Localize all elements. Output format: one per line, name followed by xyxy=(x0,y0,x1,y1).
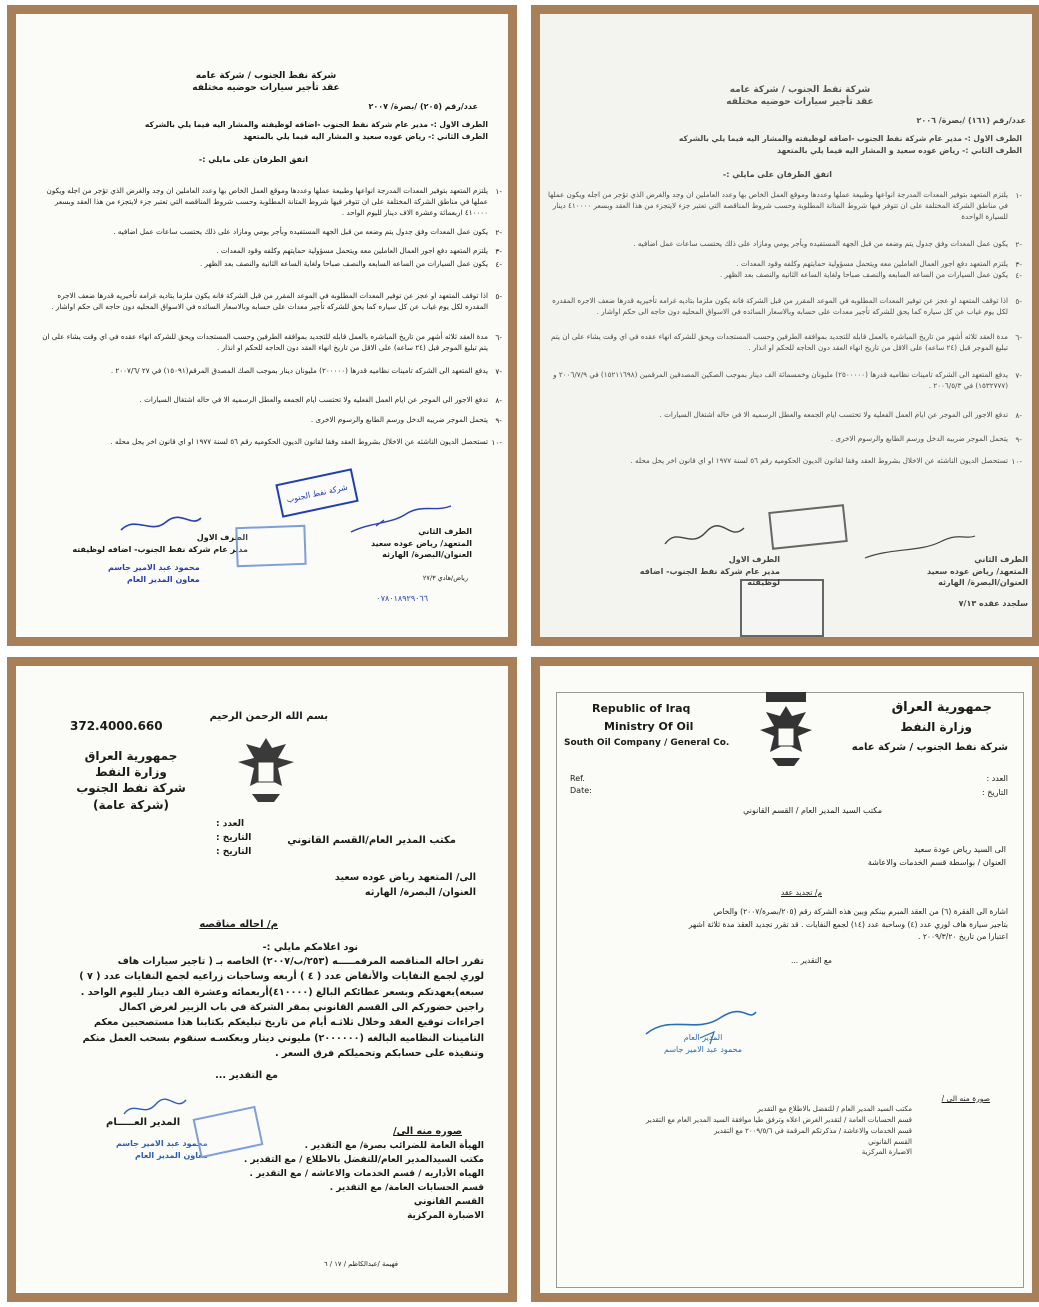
document-panel-tender-award xyxy=(7,657,517,1302)
clause: -٦ مدة العقد ثلاثه أشهر من تاريخ المباشره بالعمل قابله للتجديد بموافقه الطرفين وحسب المستجدات ويحق للشركه انهاء عقده في اي وقت يشاء على ان يتم تبليغ الموجر قبل (٢٤ ساعه) على الاقل من تاريخ انهاء العقد دون الحاجه للحكم او انذار . xyxy=(42,332,502,352)
office-line: مكتب المدير العام/القسم القانوني xyxy=(287,835,456,846)
clause: -٣ يلتزم المتعهد دفع اجور العمال العاملين معه ويتحمل مسؤولية حمايتهم وكلفه وقود المعدات . xyxy=(736,259,1022,269)
signature-ink xyxy=(120,1096,190,1120)
signature-ink xyxy=(860,534,980,564)
cc-list xyxy=(646,1104,912,1158)
cc-item: قسم الحسابات العامة / لتقدير الغرض اعلاه وترفق طيا موافقة السيد المدير العام مع التقدير xyxy=(646,1115,912,1124)
regards-line: مع التقدير ... xyxy=(215,1070,278,1081)
eagle-emblem-icon xyxy=(756,690,816,770)
cc-item: قسم الخدمات والاعاشة / مذكرتكم المرقمة في ٢٠٠٩/٥/٦ مع التقدير xyxy=(713,1126,912,1135)
ministry-en: Ministry Of Oil xyxy=(604,720,694,733)
clause: -٣ يلتزم المتعهد دفع اجور العمال العاملين معه ويتحمل مسؤولية حمايتهم وكلفه وقود المعدات . xyxy=(216,246,502,256)
clause: -٦ مدة العقد ثلاثه أشهر من تاريخ المباشره بالعمل قابله للتجديد بموافقه الطرفين وحسب المستجدات ويحق للشركه انهاء عقده في اي وقت يشاء على ان يتم تبليغ الموجر قبل (٢٤ ساعه) على الاقل من تاريخ انهاء العقد دون الحاجه للحكم او انذار . xyxy=(551,332,1022,352)
date-en-label: Date: xyxy=(570,786,592,795)
clause: -٥ اذا توقف المتعهد او عجز عن توفير المعدات المطلوبه في الموعد المقرر من قبل الشركة فانه يكون ملزما بتاديه غرامه تأخيريه قدرها ضعف الاجره المقدره لكل يوم غياب عن كل سياره كما يحق للشركه تأجير معدات على حسابه وبالاسعار السائده في الاسواق المحليه دون حاجه الى حكم اواشار . xyxy=(552,296,1022,316)
number-label: العدد : xyxy=(216,819,245,829)
cc-item: القسم القانوني xyxy=(868,1137,912,1146)
cc-item: الهياه الأداريه / قسم الخدمات والاعاشه / مع التقدير . xyxy=(249,1168,484,1179)
document-code: 372.4000.660 xyxy=(70,719,163,733)
letter-border xyxy=(556,692,1024,1288)
cc-item: مكتب السيد المدير العام / للتفضل بالاطلاع مع التقدير xyxy=(757,1105,912,1113)
document-page xyxy=(540,14,1032,637)
clause: -٧ يدفع المتعهد الى الشركه تامينات نظاميه قدرها (٢٠٠٠٠٠) مليونان دينار بموجب الصك المصدق المرقم(١٥٠٩١) في ٢٧ /٢٠٠٧/٦ . xyxy=(110,366,502,376)
signature-ink xyxy=(116,510,206,540)
republic-ar: جمهورية العراق xyxy=(891,700,992,715)
body-text: تقرر احاله المناقصه المرقمـــــه (٢٥٣/ب/٢٠٠٧) الخاصه بـ ( تاجير سيارات هاف لوري لجمع النفايات والأنقاض عدد ( ٤ ) أربعه وساحبات زراعيه لجمع النفايات عدد ( ٧ ) سبعه)بعهدتكم وبسعر عطائكم البالغ (٤١٠٠٠٠)أربعمائه وعشرة الف دينار لليوم الواحد . راجين حضوركم الى القسم القانوني بمقر الشركة في باب الزبير لغرض اكمال اجراءات توقيع العقد وخلال ثلاثـه أيام من تاريخ تبليغكم بكتابنا هذا مستصحبين معكم التامينات النظاميه البالغه (٢٠٠٠٠٠٠) مليوني دينار وبعكسـه سنقوم بسحب العمل منكم وتنفيذه على حسابكم وتحميلكم فرق السعر . xyxy=(79,956,484,1060)
clause: -٨ تدفع الاجور الى الموجر عن ايام العمل الفعليه ولا تحتسب ايام الجمعه والعطل الرسميه الا في حاله اشتغال السيارات . xyxy=(659,410,1022,420)
clause: -٤ يكون عمل السيارات من الساعه السابعه والنصف صباحا ولغاية الساعه الثانيه والنصف بعد الظهر . xyxy=(719,270,1022,280)
number-label: العدد : xyxy=(986,774,1008,783)
first-party: الطرف الاول :- مدير عام شركة نفط الجنوب -اضافه لوظيفته والمشار اليه فيما يلي بالشركه xyxy=(678,134,1022,143)
date-ar-label: التاريخ : xyxy=(981,788,1008,797)
document-panel-contract-renewal xyxy=(531,657,1039,1302)
second-party-signature-block: الطرف الثاني المتعهد/ رياض عوده سعيد العنوان/البصرة/ الهارثه xyxy=(926,555,1028,588)
document-header: شركة نفط الجنوب / شركة عامه عقد تأجير سيارات حوضيه مختلفه xyxy=(192,71,340,94)
subject-line: م/ احاله مناقصه xyxy=(199,919,278,930)
phone-number: ٠٧٨٠١٨٩٢٩٠٦٦ xyxy=(376,594,428,603)
ref-label: Ref. xyxy=(570,774,585,783)
office-line: مكتب السيد المدير العام / القسم القانوني xyxy=(743,806,882,815)
document-panel-contract-2006 xyxy=(531,5,1039,646)
signer-title: المدير العـــــام xyxy=(106,1117,181,1128)
clause: -٢ يكون عمل المعدات وفق جدول يتم وضعه من قبل الجهه المستفيده وبأجر يومي ومازاد على ذلك يحتسب ساعات عمل اضافيه . xyxy=(113,227,502,237)
cc-title: صوره منه الى/ xyxy=(393,1126,462,1137)
cc-item: الاضبارة المركزية xyxy=(861,1148,912,1157)
intro-line: نود اعلامكم مايلي :- xyxy=(262,942,358,953)
signature-ink xyxy=(346,502,456,542)
clause: -٨ تدفع الاجور الى الموجر عن ايام العمل الفعليه ولا تحتسب ايام الجمعه والعطل الرسميه الا في حاله اشتغال السيارات . xyxy=(139,395,502,405)
clause: -١ يلتزم المتعهد بتوفير المعدات المدرجة انواعها وطبيعة عملها وعددها وموقع العمل الخاص بها وعدد العاملين ان وجد والغرض الذي تؤجر من اجله ويكون عملها في مناطق الشركة المختلفة على ان تتوفر فيها شروط المتانة المطلوبة وحسب شروط المناقصه التي تعتبر جزء لايتجزء من هذا العقد وبسعر ٤١٠٠٠٠ اربعمائة وعشرة الاف دينار لليوم الواحد . xyxy=(46,186,502,217)
agreement-intro: اتفق الطرفان على مايلي :- xyxy=(198,155,308,164)
second-party-signature-block: الطرف الثاني المتعهد/ رياض عوده سعيد العنوان/البصرة/ الهارثه xyxy=(370,527,472,560)
clause: -١ يلتزم المتعهد بتوفير المعدات المدرجة انواعها وطبيعة عملها وعددها وموقع العمل الخاص بها وعدد العاملين ان وجد والغرض الذي تؤجر من اجله ويكون عملها في مناطق الشركة المختلفة على ان تتوفر فيها شروط المتانة المطلوبة وحسب شروط المناقصه التي تعتبر جزء لايتجزء من هذا العقد وبسعر ٤١٠٠٠٠ دينار للسيارة الواحدة xyxy=(547,190,1022,221)
first-party: الطرف الاول :- مدير عام شركة نفط الجنوب -اضافه لوظيفته والمشار اليه فيما يلي بالشركه xyxy=(144,120,488,129)
reference-number: عدد/رقم (٢٠٥) /بصرة/ ٢٠٠٧ xyxy=(368,102,478,111)
document-panel-contract-2007 xyxy=(7,5,517,646)
cc-item: مكتب السيدالمدير العام/للتفضل بالاطلاع / مع التقدير . xyxy=(243,1154,484,1165)
official-stamp: شركة نفط الجنوب xyxy=(275,468,358,517)
ministry-ar: وزارة النفط xyxy=(900,720,972,734)
document-header: شركة نفط الجنوب / شركة عامه عقد تأجير سيارات حوضيه مختلفه xyxy=(726,85,874,108)
clause: -١٠ تستحصل الديون الناشئه عن الاخلال بشروط العقد وفقا لقانون الديون الحكوميه رقم ٥٦ لسنة ١٩٧٧ او اي قانون اخر يحل محله . xyxy=(630,456,1022,466)
second-party: الطرف الثاني :- رياض عوده سعيد و المشار اليه فيما يلي بالمتعهد xyxy=(243,132,488,141)
first-party-signature-block: الطرف الاول مدير عام شركة نفط الجنوب- اضافه لوظيفته xyxy=(639,555,780,588)
agreement-intro: اتفق الطرفان على مايلي :- xyxy=(722,170,832,179)
first-party-signature-block: الطرف الاول مدير عام شركة نفط الجنوب- اضافه لوظيفته xyxy=(72,533,248,554)
date-note: رياض/هادي ٢٧/٣ xyxy=(422,574,468,582)
signature-ink xyxy=(660,522,750,552)
reference-number: عدد/رقم (١٦١) /بصرة/ ٢٠٠٦ xyxy=(916,116,1026,125)
clause: -٩ يتحمل الموجر ضريبه الدخل ورسم الطابع والرسوم الاخرى . xyxy=(830,434,1022,444)
signer-block: المدير العام محمود عبد الامير جاسم xyxy=(664,1033,743,1054)
addressee-block: الى السيد رياض عودة سعيد العنوان / بواسطة قسم الخدمات والاعاشة xyxy=(867,845,1006,867)
date-label: التاريخ : xyxy=(216,833,252,843)
renewal-note: سلجدد عقده ٧/١٣ xyxy=(958,599,1028,608)
deputy-stamp xyxy=(235,525,306,567)
organization-block: جمهورية العراق وزارة النفط شركة نفط الجنوب (شركة عامة) xyxy=(76,749,186,812)
cc-item: الاضبارة المركزية xyxy=(407,1210,484,1221)
footer-note: فهيمة /عبدالكاظم / ١٧ / ٦ xyxy=(323,1260,398,1268)
cc-item: القسم القانوني xyxy=(413,1196,484,1207)
document-page xyxy=(540,666,1032,1293)
republic-en: Republic of Iraq xyxy=(592,702,691,715)
clause: -٤ يكون عمل السيارات من الساعه السابعه والنصف صباحا ولغاية الساعه الثانيه والنصف بعد الظهر . xyxy=(199,259,502,269)
clause: -٢ يكون عمل المعدات وفق جدول يتم وضعه من قبل الجهه المستفيده وبأجر يومي ومازاد على ذلك يحتسب ساعات عمل اضافيه . xyxy=(633,239,1022,249)
hijri-date-label: التاريخ : xyxy=(216,847,252,857)
document-page xyxy=(16,666,508,1293)
cc-title: صورة منه الى / xyxy=(941,1094,990,1103)
company-ar: شركة نفط الجنوب / شركة عامه xyxy=(851,742,1008,753)
body-text: اشارة الى الفقرة (٦) من العقد المبرم بينكم وبين هذه الشركة رقم (٢٠٥/بصرة/٢٠٠٧) والخاص بتاجير سيارة هاف لوري عدد (٤) وساحبة عدد (١٤) لجمع النفايات . قد تقرر تجديد العقد مدة ثلاثة اشهر اعتبارا من تاريخ ٢٠٠٩/٣/٢٠ . xyxy=(688,907,1008,942)
clause: -٧ يدفع المتعهد الى الشركه تامينات نظاميه قدرها (٢٥٠٠٠٠٠) مليونان وخمسمائة الف دينار بموجب الصكين المصدقين المرقمين (١٥٢١١٦٩٨) في ٢٠٠٦/٧/٩ و (١٥٣٢٧٧٧) في ٢٠٠٦/٥/٣ . xyxy=(553,370,1022,390)
addressee-block: الى/ المتعهد رياض عوده سعيد العنوان/ البصرة/ الهارثه xyxy=(334,872,476,899)
subject-line: م/ تجديد عقد xyxy=(780,888,822,897)
clause: -٩ يتحمل الموجر ضريبه الدخل ورسم الطابع والرسوم الاخرى . xyxy=(310,415,502,425)
cc-item: الهيأة العامة للضرائب بصرة/ مع التقدير . xyxy=(304,1141,484,1151)
deputy-signature: محمود عبد الامير جاسم معاون المدير العام xyxy=(108,563,200,584)
signer-name: محمود عبد الامير جاسم معاون المدير العام xyxy=(116,1139,208,1160)
cc-list xyxy=(244,1140,484,1224)
cc-item: قسم الحسابات العامة/ مع التقدير . xyxy=(329,1182,484,1193)
eagle-emblem-icon xyxy=(234,734,298,806)
official-stamp xyxy=(768,504,848,550)
company-en: South Oil Company / General Co. xyxy=(564,738,730,748)
document-page xyxy=(16,14,508,637)
regards-line: مع التقدير ... xyxy=(790,956,832,965)
second-party: الطرف الثاني :- رياض عوده سعيد و المشار اليه فيما يلي بالمتعهد xyxy=(777,146,1022,155)
clause: -٥ اذا توقف المتعهد او عجز عن توفير المعدات المطلوبه في الموعد المقرر من قبل الشركة فانه يكون ملزما بتاديه غرامه تأخيريه قدرها ضعف الاجره المقدره لكل يوم غياب عن كل سياره كما يحق للشركه تأجير معدات على حسابه وبالاسعار السائده في الاسواق المحليه دون حاجه الى حكم اواشار . xyxy=(51,291,502,311)
clause: -١٠ تستحصل الديون الناشئه عن الاخلال بشروط العقد وفقا لقانون الديون الحكوميه رقم ٥٦ لسنة ١٩٧٧ او اي قانون اخر يحل محله . xyxy=(110,437,502,447)
basmala: بسم الله الرحمن الرحيم xyxy=(209,711,328,722)
